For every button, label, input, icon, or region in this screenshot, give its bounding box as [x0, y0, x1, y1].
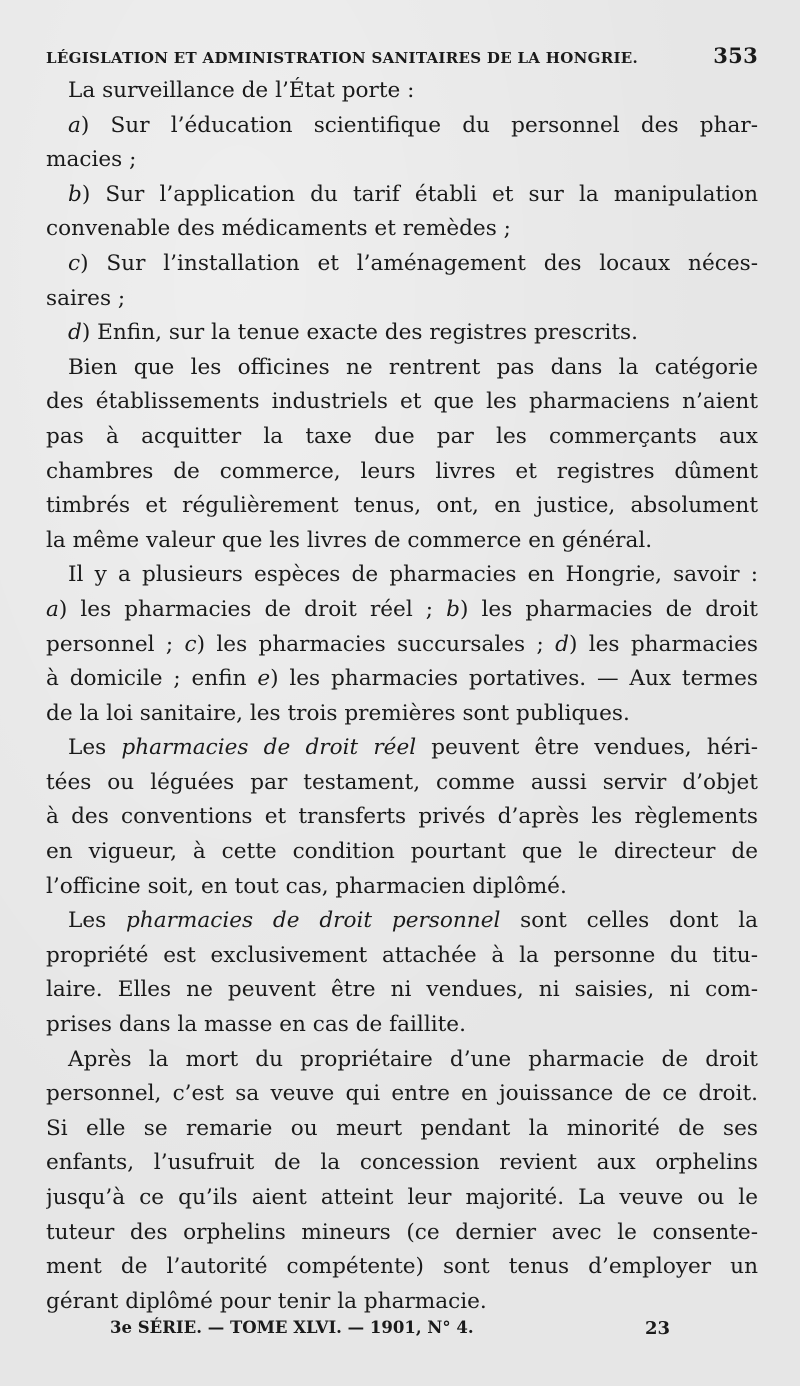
text-line: enfants, l’usufruit de la concession revient aux orphelins: [46, 1150, 758, 1176]
text-line: propriété est exclusivement attachée à la personne du titu-: [46, 942, 758, 968]
text-line: à des conventions et transferts privés d’après les règlements: [46, 804, 758, 830]
text-line: convenable des médicaments et remèdes ;: [46, 216, 511, 242]
text-line: Les pharmacies de droit réel peuvent être vendues, héri-: [68, 735, 758, 761]
text-line: en vigueur, à cette condition pourtant que le directeur de: [46, 839, 758, 865]
text-line: gérant diplômé pour tenir la pharmacie.: [46, 1288, 487, 1314]
text-line: d) Enfin, sur la tenue exacte des registres prescrits.: [68, 320, 638, 346]
text-line: tées ou léguées par testament, comme aussi servir d’objet: [46, 769, 758, 795]
text-line: a) Sur l’éducation scientifique du personnel des phar-: [68, 112, 758, 138]
text-line: l’officine soit, en tout cas, pharmacien diplômé.: [46, 873, 567, 899]
text-line: La surveillance de l’État porte :: [68, 78, 415, 103]
text-line: des établissements industriels et que les pharmaciens n’aient: [46, 389, 758, 415]
text-line: prises dans la masse en cas de faillite.: [46, 1012, 466, 1038]
text-line: Après la mort du propriétaire d’une pharmacie de droit: [68, 1046, 758, 1072]
text-line: laire. Elles ne peuvent être ni vendues, ni saisies, ni com-: [46, 977, 758, 1003]
body-text: [46, 74, 758, 1319]
text-line: ment de l’autorité compétente) sont tenus d’employer un: [46, 1254, 758, 1280]
text-line: Les pharmacies de droit personnel sont celles dont la: [68, 908, 758, 934]
running-head: [46, 38, 758, 74]
signature-mark: 23: [644, 1318, 670, 1339]
text-line: à domicile ; enfin e) les pharmacies portatives. — Aux termes: [46, 666, 758, 692]
text-line: a) les pharmacies de droit réel ; b) les pharmacies de droit: [46, 596, 758, 622]
text-line: de la loi sanitaire, les trois premières sont publiques.: [46, 700, 630, 726]
text-line: tuteur des orphelins mineurs (ce dernier avec le consente-: [46, 1219, 758, 1245]
text-line: macies ;: [46, 147, 137, 173]
text-line: personnel ; c) les pharmacies succursales ; d) les pharmacies: [46, 631, 758, 657]
text-line: Bien que les officines ne rentrent pas dans la catégorie: [68, 354, 758, 380]
series-info: 3e SÉRIE. — TOME XLVI. — 1901, N° 4.: [110, 1318, 474, 1337]
text-line: b) Sur l’application du tarif établi et sur la manipulation: [68, 181, 758, 207]
text-line: Il y a plusieurs espèces de pharmacies en Hongrie, savoir :: [68, 562, 758, 588]
text-line: c) Sur l’installation et l’aménagement des locaux néces-: [68, 250, 758, 276]
text-line: personnel, c’est sa veuve qui entre en jouissance de ce droit.: [46, 1081, 758, 1107]
text-line: chambres de commerce, leurs livres et registres dûment: [46, 458, 758, 484]
text-line: pas à acquitter la taxe due par les commerçants aux: [46, 423, 758, 449]
text-line: saires ;: [46, 285, 126, 311]
page-number: 353: [713, 43, 758, 68]
text-line: Si elle se remarie ou meurt pendant la minorité de ses: [46, 1115, 758, 1141]
text-line: timbrés et régulièrement tenus, ont, en justice, absolument: [46, 493, 758, 519]
text-line: jusqu’à ce qu’ils aient atteint leur majorité. La veuve ou le: [46, 1185, 758, 1210]
page-footer: [110, 1318, 670, 1339]
text-line: la même valeur que les livres de commerce en général.: [46, 527, 653, 553]
running-title: LÉGISLATION ET ADMINISTRATION SANITAIRES DE LA HONGRIE.: [46, 49, 639, 67]
